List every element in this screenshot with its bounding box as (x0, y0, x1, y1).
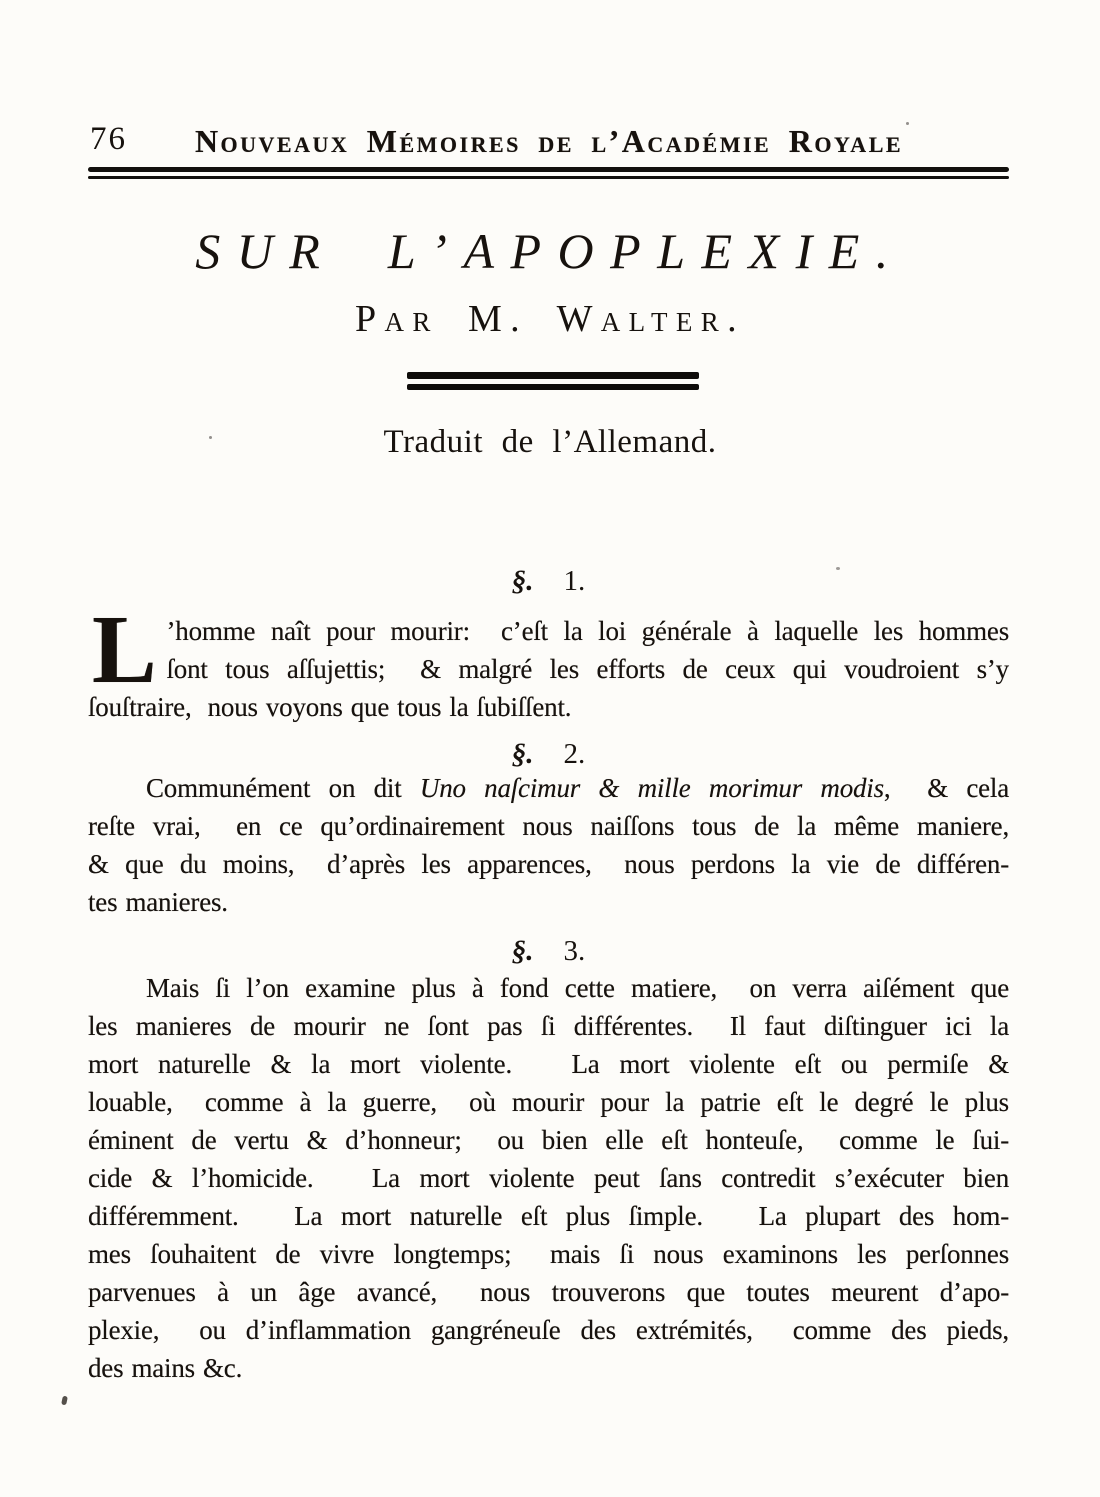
rule-line (88, 176, 1009, 179)
scan-speck (906, 122, 909, 125)
section-number: 3. (563, 935, 586, 967)
page-number: 76 (90, 121, 127, 157)
running-head-title: Nouveaux Mémoires de l’Académie Royale (194, 123, 904, 159)
section-heading (88, 564, 1009, 598)
text-line (88, 688, 1009, 726)
paragraph (88, 596, 1009, 726)
text-segment: reſte vrai, en ce qu’ordinairement nous naiſſons tous de la même maniere, (88, 811, 1009, 841)
text-line (88, 1121, 1009, 1159)
text-segment: éminent de vertu & d’honneur; ou bien elle eſt honteuſe, comme le ſui- (88, 1125, 1009, 1155)
text-line (88, 1311, 1009, 1349)
paragraph (88, 969, 1009, 1387)
rule-line (407, 384, 699, 390)
text-line (88, 612, 1009, 650)
paragraph (88, 769, 1009, 921)
section-heading (88, 934, 1009, 968)
section-heading (88, 737, 1009, 771)
text-segment: ſouſtraire, nous voyons que tous la ſubiſſent. (88, 692, 572, 722)
text-segment: ſont tous aſſujettis; & malgré les efforts de ceux qui voudroient s’y (166, 654, 1009, 684)
section-mark-symbol: §. (511, 738, 534, 770)
text-line (88, 1197, 1009, 1235)
running-head (88, 112, 1010, 160)
text-line (88, 1045, 1009, 1083)
rule-line (407, 372, 699, 379)
text-line (88, 969, 1009, 1007)
text-segment: parvenues à un âge avancé, nous trouverons que toutes meurent d’apo- (88, 1277, 1009, 1307)
text-segment: cide & l’homicide. La mort violente peut ſans contredit s’exécuter bien (88, 1163, 1009, 1193)
section-number: 2. (563, 738, 586, 770)
section-mark-symbol: §. (511, 565, 534, 597)
text-line (88, 1083, 1009, 1121)
text-segment: louable, comme à la guerre, où mourir pour la patrie eſt le degré le plus (88, 1087, 1009, 1117)
text-line (88, 1235, 1009, 1273)
text-line (88, 1159, 1009, 1197)
text-line (88, 807, 1009, 845)
translation-note: Traduit de l’Allemand. (383, 424, 717, 460)
scan-speck (209, 436, 212, 439)
scan-speck (836, 567, 840, 570)
text-segment: tes manieres. (88, 887, 228, 917)
text-segment: mes ſouhaitent de vivre longtemps; mais ſi nous examinons les perſonnes (88, 1239, 1009, 1269)
text-segment: les manieres de mourir ne ſont pas ſi différentes. Il faut diſtinguer ici la (88, 1011, 1009, 1041)
article-byline: Par M. Walter. (355, 298, 745, 340)
text-line (88, 845, 1009, 883)
section-number: 1. (563, 565, 586, 597)
divider-double-rule (407, 372, 699, 390)
scan-speck (61, 1396, 68, 1406)
text-line (88, 883, 1009, 921)
text-line (88, 1007, 1009, 1045)
text-segment: mort naturelle & la mort violente. La mort violente eſt ou permiſe & (88, 1049, 1009, 1079)
text-line (88, 769, 1009, 807)
text-line (88, 1273, 1009, 1311)
section-mark-symbol: §. (511, 935, 534, 967)
text-segment: , & cela (883, 773, 1010, 803)
text-segment: Mais ſi l’on examine plus à fond cette matiere, on verra aiſément que (146, 973, 1009, 1003)
rule-line (88, 167, 1009, 172)
latin-quote: Uno naſcimur & mille morimur modis (419, 773, 884, 803)
article-title: SUR L’APOPLEXIE. (195, 223, 905, 279)
text-segment: différemment. La mort naturelle eſt plus ſimple. La plupart des hom- (88, 1201, 1009, 1231)
text-segment: ’homme naît pour mourir: c’eſt la loi générale à laquelle les hommes (166, 616, 1009, 646)
text-segment: plexie, ou d’inflammation gangréneuſe des extrémités, comme des pieds, (88, 1315, 1009, 1345)
text-line (88, 650, 1009, 688)
text-segment: & que du moins, d’après les apparences, nous perdons la vie de différen- (88, 849, 1009, 879)
drop-cap: L (92, 596, 157, 703)
text-segment: des mains &c. (88, 1353, 243, 1383)
header-double-rule (88, 167, 1009, 179)
text-line (88, 1349, 1009, 1387)
text-segment: Communément on dit (146, 773, 420, 803)
